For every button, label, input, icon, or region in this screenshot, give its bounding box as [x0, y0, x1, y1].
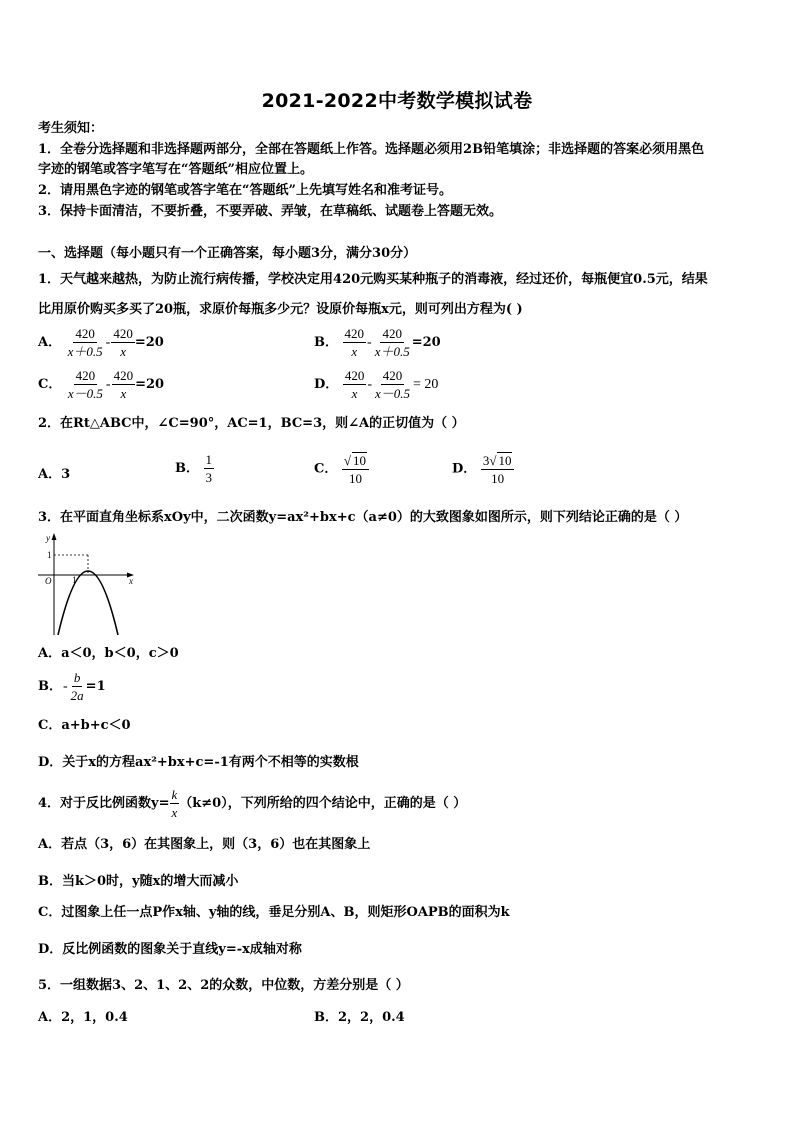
notice-line: 2．请用黑色字迹的钢笔或答字笔在“答题纸”上先填写姓名和准考证号。 [38, 183, 453, 198]
fraction [111, 326, 135, 359]
q3-option-c[interactable]: C．a+b+c＜0 [38, 718, 131, 733]
fraction [69, 670, 86, 703]
q4-option-c[interactable]: C．过图象上任一点P作x轴、y轴的线，垂足分别A、B，则矩形OAPB的面积为k [38, 905, 510, 920]
numerator: 1 [205, 452, 213, 467]
numerator: 420 [113, 326, 133, 341]
equals-20: =20 [411, 335, 441, 350]
q4-stem-pre: 4．对于反比例函数y= [38, 796, 170, 811]
option-label: B． [175, 461, 199, 476]
x-axis-label: x [129, 576, 133, 586]
section-heading: 一、选择题（每小题只有一个正确答案，每小题3分，满分30分） [38, 246, 417, 261]
q3-option-b[interactable] [38, 670, 106, 703]
option-value: 3 [61, 467, 71, 482]
q4-stem [38, 787, 466, 820]
equals-20: = 20 [413, 377, 439, 392]
q4-option-a[interactable]: A．若点（3，6）在其图象上，则（3，6）也在其图象上 [38, 837, 371, 852]
q3-option-d[interactable]: D．关于x的方程ax²+bx+c=-1有两个不相等的实数根 [38, 755, 359, 770]
option-label: B． [38, 679, 62, 694]
numerator: 420 [382, 326, 402, 341]
parabola-graph [34, 531, 138, 637]
radicand: 10 [353, 453, 367, 468]
q2-stem: 2．在Rt△ABC中，∠C=90°，AC=1，BC=3，则∠A的正切值为（ ） [38, 416, 465, 431]
numerator: 420 [344, 368, 365, 383]
minus-sign: - [105, 377, 111, 392]
y-axis-label: y [46, 533, 50, 543]
option-label: B． [314, 335, 338, 350]
fraction [343, 326, 367, 359]
notice-heading: 考生须知： [38, 121, 104, 136]
q4-option-b[interactable]: B．当k＞0时，y随x的增大而减小 [38, 874, 239, 889]
equals-1: =1 [85, 679, 106, 694]
q1-option-a[interactable] [38, 326, 164, 359]
fraction [373, 326, 412, 359]
numerator: 420 [75, 326, 95, 341]
notice-line: 3．保持卡面清洁，不要折叠，不要弄破、弄皱，在草稿纸、试题卷上答题无效。 [38, 204, 503, 219]
option-label: D． [452, 461, 477, 477]
q5-option-a[interactable]: A．2，1，0.4 [38, 1010, 128, 1025]
q4-stem-post: （k≠0），下列所给的四个结论中，正确的是（ ） [179, 796, 467, 811]
q1-option-b[interactable] [314, 326, 441, 359]
denominator: 3 [205, 470, 213, 485]
numerator: 420 [344, 326, 365, 341]
sqrt-icon: √ [343, 453, 352, 468]
sqrt-icon: √ [489, 453, 497, 468]
denominator: 10 [348, 471, 362, 486]
fraction [343, 368, 367, 401]
q1-stem-line1: 1．天气越来越热，为防止流行病传播，学校决定用420元购买某种瓶子的消毒液，经过还价，每瓶便宜0.5元，结果 [38, 272, 708, 287]
q2-option-a[interactable] [38, 463, 70, 482]
denominator: x＋0.5 [374, 344, 410, 359]
numerator: k [171, 787, 178, 802]
fraction [204, 452, 215, 485]
page-title: 2021-2022中考数学模拟试卷 [261, 90, 533, 112]
q5-stem: 5．一组数据3、2、1、2、2的众数，中位数，方差分别是（ ） [38, 978, 409, 993]
q2-option-d[interactable] [452, 452, 514, 486]
coefficient: 3 [482, 453, 490, 468]
parabola-curve [58, 571, 118, 635]
fraction [112, 368, 136, 401]
fraction [373, 368, 412, 401]
denominator: 2a [70, 688, 84, 703]
option-label: A． [38, 467, 62, 482]
notice-line: 1．全卷分选择题和非选择题两部分，全部在答题纸上作答。选择题必须用2B铅笔填涂；非选择题的答案必须用黑色 [38, 142, 705, 157]
q3-option-a[interactable]: A．a＜0，b＜0，c＞0 [38, 646, 179, 661]
q3-stem: 3．在平面直角坐标系xOy中，二次函数y=ax²+bx+c（a≠0）的大致图象如图所示，则下列结论正确的是（ ） [38, 510, 688, 525]
notice-line: 字迹的钢笔或答字笔写在“答题纸”相应位置上。 [38, 162, 313, 177]
fraction [170, 787, 180, 820]
numerator [481, 452, 515, 470]
q4-option-d[interactable]: D．反比例函数的图象关于直线y=-x成轴对称 [38, 942, 302, 957]
minus-sign: - [105, 335, 111, 350]
q1-option-c[interactable] [38, 368, 164, 401]
equals-20: =20 [135, 377, 165, 392]
option-label: D． [314, 377, 339, 392]
numerator: 420 [75, 368, 96, 383]
denominator: x－0.5 [67, 386, 103, 401]
y-tick-label: 1 [47, 550, 52, 560]
q1-option-d[interactable] [314, 368, 439, 401]
numerator: b [73, 670, 81, 685]
q5-option-b[interactable]: B．2，2，0.4 [314, 1010, 405, 1025]
radicand: 10 [498, 453, 512, 468]
q2-option-c[interactable] [314, 452, 369, 486]
numerator [342, 452, 369, 470]
fraction [342, 452, 369, 486]
x-tick-label: 1 [72, 575, 77, 585]
option-label: A． [38, 335, 62, 350]
numerator: 420 [113, 368, 134, 383]
denominator: x [351, 386, 358, 401]
denominator: x [351, 344, 358, 359]
q2-option-b[interactable] [175, 452, 214, 485]
q1-stem-line2: 比用原价购买多买了20瓶，求原价每瓶多少元？设原价每瓶x元，则可列出方程为( ) [38, 302, 523, 317]
denominator: 10 [491, 471, 505, 486]
option-label: C． [314, 461, 338, 477]
minus-sign: - [367, 377, 372, 392]
fraction [66, 326, 105, 359]
minus-sign: - [367, 335, 372, 350]
denominator: x [120, 386, 127, 401]
fraction [66, 368, 105, 401]
denominator: x [171, 805, 178, 820]
denominator: x－0.5 [374, 386, 411, 401]
minus-sign: - [63, 679, 68, 694]
equals-20: =20 [134, 335, 164, 350]
y-axis-arrow-icon [52, 533, 57, 540]
option-label: C． [38, 377, 62, 392]
fraction [481, 452, 515, 486]
origin-label: O [45, 576, 52, 586]
numerator: 420 [382, 368, 403, 383]
denominator: x＋0.5 [67, 344, 103, 359]
denominator: x [120, 344, 126, 359]
